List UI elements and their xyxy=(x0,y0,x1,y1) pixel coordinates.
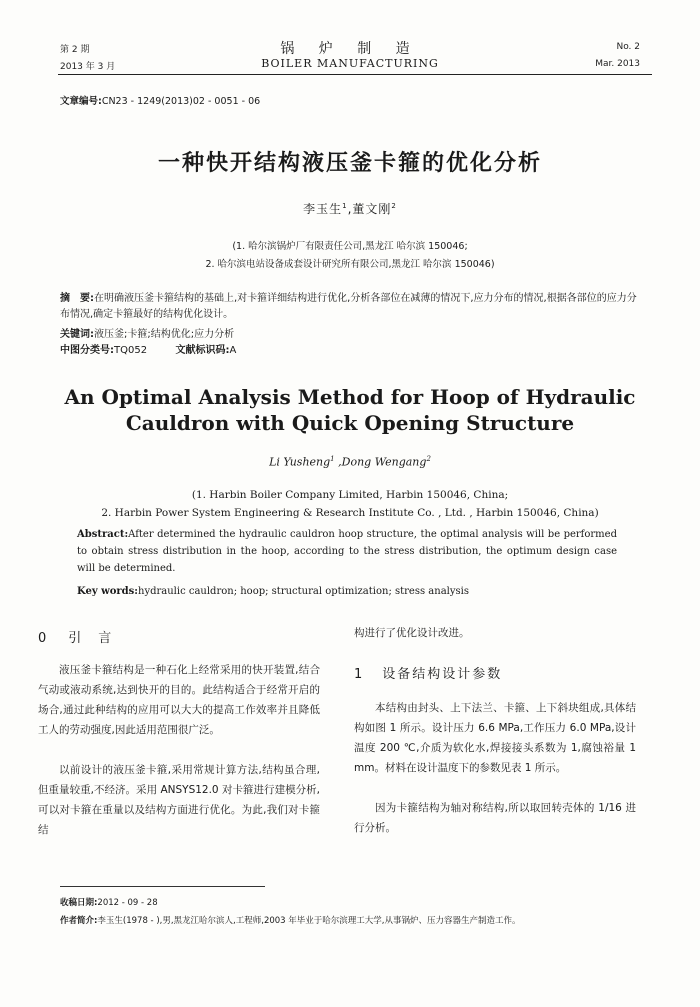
affiliation-cn-1: (1. 哈尔滨锅炉厂有限责任公司,黑龙江 哈尔滨 150046; xyxy=(232,241,468,252)
author-2-cn: 董文刚 xyxy=(352,202,392,216)
issue-number: 第 2 期 xyxy=(60,45,90,55)
received-date xyxy=(60,895,158,911)
abstract-cn xyxy=(60,291,642,323)
author-1-cn: 李玉生 xyxy=(303,202,343,216)
right-col-continuation: 构进行了优化设计改进。 xyxy=(354,627,470,639)
classification-label: 中图分类号: xyxy=(60,345,114,356)
article-number-value: CN23 - 1249(2013)02 - 0051 - 06 xyxy=(101,96,261,107)
keywords-en-text: hydraulic cauldron; hoop; structural optimization; stress analysis xyxy=(138,586,469,597)
doc-code-label: 文献标识码: xyxy=(175,345,230,356)
abstract-en-text: After determined the hydraulic cauldron hoop structure, the optimal analysis will be performed to obtain stress distribution in the hoop, according to the stress distribution, the optimum design case will be determined. xyxy=(77,529,617,574)
title-cn: 一种快开结构液压釜卡箍的优化分析 xyxy=(157,151,542,176)
author-1-en-sup: 1 xyxy=(330,455,335,463)
author-2-en: Dong Wengang xyxy=(341,455,427,469)
author-bio xyxy=(60,913,660,929)
section-0-number: 0 xyxy=(38,631,49,646)
author-1-sup: 1 xyxy=(342,202,348,210)
author-2-en-sup: 2 xyxy=(426,455,431,463)
keywords-en xyxy=(77,583,617,600)
section-1-heading xyxy=(354,663,502,682)
title-en-line-1: An Optimal Analysis Method for Hoop of Hydraulic xyxy=(64,385,636,409)
bio-label: 作者简介: xyxy=(60,916,98,926)
affiliation-cn-2: 2. 哈尔滨电站设备成套设计研究所有限公司,黑龙江 哈尔滨 150046) xyxy=(205,259,495,270)
intro-paragraph-2: 以前设计的液压釜卡箍,采用常规计算方法,结构虽合理,但重量较重,不经济。采用 ANSYS12.0 对卡箍进行建模分析,可以对卡箍在重量以及结构方面进行优化。为此,我们对卡箍结 xyxy=(38,764,320,836)
issue-no-en: No. 2 xyxy=(616,42,640,52)
keywords-cn xyxy=(60,327,234,343)
affiliation-en-1: (1. Harbin Boiler Company Limited, Harbin 150046, China; xyxy=(191,489,509,501)
authors-en xyxy=(0,455,700,469)
keywords-cn-label: 关键词: xyxy=(60,329,94,340)
received-value: 2012 - 09 - 28 xyxy=(97,898,158,908)
section-0-title: 引 言 xyxy=(68,631,114,646)
params-paragraph-1: 本结构由封头、上下法兰、卡箍、上下斜块组成,具体结构如图 1 所示。设计压力 6.6 MPa,工作压力 6.0 MPa,设计温度 200 ℃,介质为软化水,焊接接头系数为 1,腐蚀裕量 1 mm。材料在设计温度下的参数见表 1 所示。 xyxy=(354,702,636,774)
section-1-number: 1 xyxy=(354,667,365,682)
keywords-en-label: Key words: xyxy=(77,586,138,597)
bio-text: 李玉生(1978 - ),男,黑龙江哈尔滨人,工程师,2003 年毕业于哈尔滨理工大学,从事锅炉、压力容器生产制造工作。 xyxy=(97,916,521,926)
footnote-rule xyxy=(60,886,265,887)
abstract-en-label: Abstract: xyxy=(77,529,129,540)
params-paragraph-2: 因为卡箍结构为轴对称结构,所以取回转壳体的 1/16 进行分析。 xyxy=(354,802,636,834)
classification xyxy=(60,343,236,359)
affiliation-en-2: 2. Harbin Power System Engineering & Research Institute Co. , Ltd. , Harbin 150046, China) xyxy=(101,507,599,519)
author-separator: , xyxy=(347,202,353,216)
doc-code-value: A xyxy=(229,345,237,356)
header-rule xyxy=(58,74,652,75)
article-number xyxy=(60,93,260,107)
title-en-line-2: Cauldron with Quick Opening Structure xyxy=(125,411,575,435)
journal-title-cn: 锅 炉 制 造 xyxy=(280,41,420,57)
author-1-en: Li Yusheng xyxy=(269,455,331,469)
abstract-cn-label: 摘 要: xyxy=(60,293,94,304)
section-0-heading xyxy=(38,627,113,646)
authors-cn xyxy=(0,200,700,217)
keywords-cn-text: 液压釜;卡箍;结构优化;应力分析 xyxy=(94,329,235,340)
section-1-title: 设备结构设计参数 xyxy=(382,667,503,682)
author-2-sup: 2 xyxy=(391,202,397,210)
abstract-en xyxy=(77,526,617,577)
author-en-separator: , xyxy=(334,455,342,469)
issue-date: 2013 年 3 月 xyxy=(60,62,116,72)
journal-title-en: BOILER MANUFACTURING xyxy=(261,57,439,70)
classification-value: TQ052 xyxy=(114,345,148,356)
article-number-label: 文章编号: xyxy=(60,96,102,107)
issue-month-en: Mar. 2013 xyxy=(595,59,640,69)
received-label: 收稿日期: xyxy=(60,898,98,908)
intro-paragraph-1: 液压釜卡箍结构是一种石化上经常采用的快开装置,结合气动或液动系统,达到快开的目的。此结构适合于经常开启的场合,通过此种结构的应用可以大大的提高工作效率并且降低工人的劳动强度,因此适用范围很广泛。 xyxy=(38,664,320,736)
abstract-cn-text: 在明确液压釜卡箍结构的基础上,对卡箍详细结构进行优化,分析各部位在减薄的情况下,应力分布的情况,根据各部位的应力分布情况,确定卡箍最好的结构优化设计。 xyxy=(60,293,637,320)
